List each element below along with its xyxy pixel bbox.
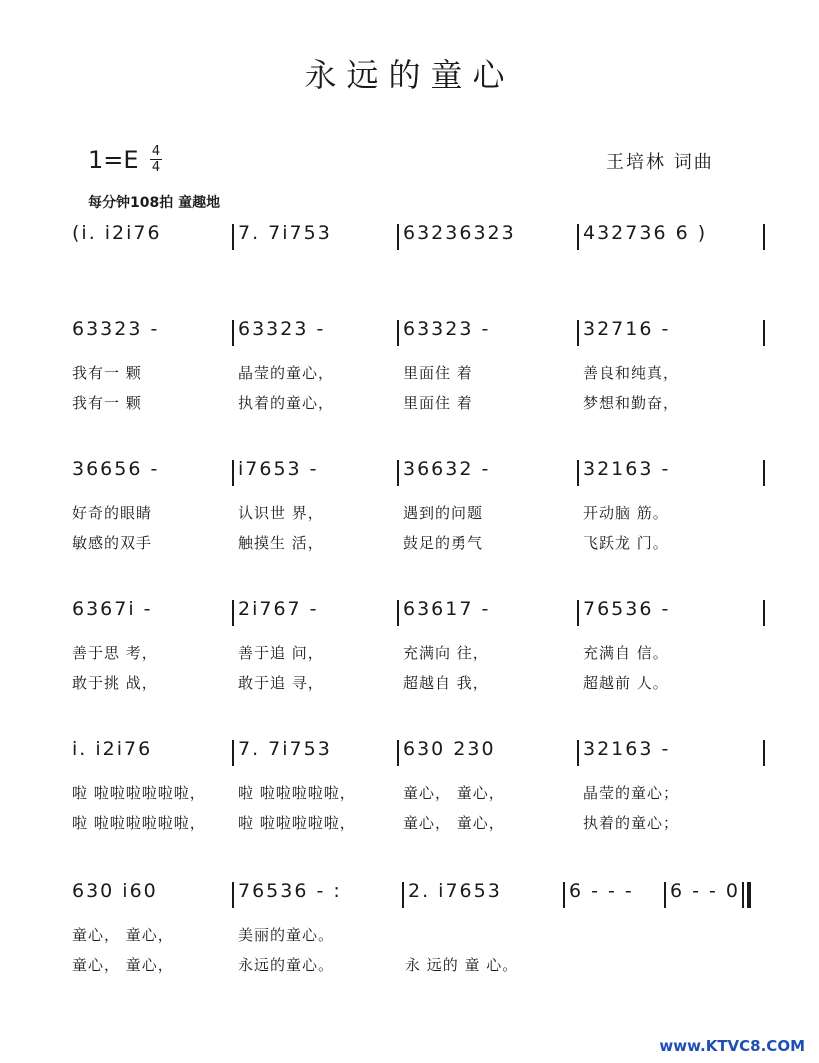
- lyric-line: 啦 啦啦啦啦啦，: [238, 784, 356, 802]
- lyric-line: 童心， 童心，: [403, 784, 505, 802]
- bar-line: [577, 460, 579, 486]
- lyric-line: 执着的童心；: [583, 814, 680, 832]
- bar-line: [763, 600, 765, 626]
- bar-line: [397, 320, 399, 346]
- measure-notes: 63617 -: [403, 598, 491, 620]
- final-bar-line: [747, 882, 751, 908]
- lyric-line: 充满向 往，: [403, 644, 489, 662]
- bar-line: [563, 882, 565, 908]
- lyric-line: 里面住 着: [403, 364, 473, 382]
- bar-line: [577, 600, 579, 626]
- bar-line: [232, 740, 234, 766]
- bar-line: [763, 224, 765, 250]
- measure-notes: 63323 -: [403, 318, 491, 340]
- bar-line: [232, 320, 234, 346]
- bar-line: [397, 740, 399, 766]
- measure-notes: 432736 6 ): [583, 222, 708, 244]
- measure-notes: 6 - - -: [569, 880, 634, 902]
- bar-line: [232, 224, 234, 250]
- lyric-line: 敏感的双手: [72, 534, 153, 552]
- bar-line: [397, 224, 399, 250]
- measure-notes: i7653 -: [238, 458, 319, 480]
- bar-line: [763, 460, 765, 486]
- measure-notes: 36656 -: [72, 458, 160, 480]
- lyric-line: 里面住 着: [403, 394, 473, 412]
- lyric-line: 执着的童心，: [238, 394, 335, 412]
- lyric-line: 晶莹的童心，: [238, 364, 335, 382]
- lyric-line: 善良和纯真，: [583, 364, 680, 382]
- measure-notes: 630 i60: [72, 880, 158, 902]
- lyric-line: 我有一 颗: [72, 364, 142, 382]
- measure-notes: 32163 -: [583, 738, 671, 760]
- bar-line: [397, 460, 399, 486]
- lyric-line: 童心， 童心，: [72, 926, 174, 944]
- measure-notes: 6 - - 0: [670, 880, 741, 902]
- bar-line: [577, 320, 579, 346]
- measure-notes: 2. i7653: [408, 880, 502, 902]
- bar-line: [397, 600, 399, 626]
- bar-line: [763, 740, 765, 766]
- measure-notes: 63323 -: [72, 318, 160, 340]
- bar-line: [232, 600, 234, 626]
- lyric-line: 童心， 童心，: [403, 814, 505, 832]
- lyric-line: 善于追 问，: [238, 644, 324, 662]
- measure-notes: 7. 7i753: [238, 738, 332, 760]
- lyric-line: 我有一 颗: [72, 394, 142, 412]
- lyric-line: 善于思 考，: [72, 644, 158, 662]
- measure-notes: 63323 -: [238, 318, 326, 340]
- measure-notes: 63236323: [403, 222, 516, 244]
- lyric-line: 啦 啦啦啦啦啦，: [238, 814, 356, 832]
- lyric-line: 永远的童心。: [238, 956, 335, 974]
- measure-notes: 6367i -: [72, 598, 153, 620]
- lyric-line: 超越自 我，: [403, 674, 489, 692]
- lyric-line: 触摸生 活，: [238, 534, 324, 552]
- lyric-line: 开动脑 筋。: [583, 504, 669, 522]
- measure-notes: 7. 7i753: [238, 222, 332, 244]
- lyric-line: 超越前 人。: [583, 674, 669, 692]
- bar-line: [763, 320, 765, 346]
- measure-notes: i. i2i76: [72, 738, 153, 760]
- key-signature: 1=E: [88, 146, 139, 174]
- tempo-marking: 每分钟108拍 童趣地: [88, 195, 221, 211]
- measure-notes: 76536 - :: [238, 880, 342, 902]
- lyric-line: 敢于挑 战，: [72, 674, 158, 692]
- measure-notes: 36632 -: [403, 458, 491, 480]
- bar-line: [664, 882, 666, 908]
- bar-line: [232, 460, 234, 486]
- lyric-line: 飞跃龙 门。: [583, 534, 669, 552]
- bar-line: [402, 882, 404, 908]
- measure-notes: 76536 -: [583, 598, 671, 620]
- measure-notes: 32163 -: [583, 458, 671, 480]
- song-title: 永远的童心: [304, 56, 515, 94]
- measure-notes: 32716 -: [583, 318, 671, 340]
- watermark: www.KTVC8.COM: [659, 1037, 805, 1055]
- bar-line: [232, 882, 234, 908]
- bar-line: [577, 740, 579, 766]
- time-signature-top: 4: [151, 144, 161, 159]
- lyric-line: 啦 啦啦啦啦啦啦，: [72, 784, 206, 802]
- lyric-line: 美丽的童心。: [238, 926, 335, 944]
- lyric-line: 童心， 童心，: [72, 956, 174, 974]
- bar-line: [742, 882, 744, 908]
- lyric-line: 敢于追 寻，: [238, 674, 324, 692]
- lyric-line: 充满自 信。: [583, 644, 669, 662]
- lyric-line: 啦 啦啦啦啦啦啦，: [72, 814, 206, 832]
- lyric-line: 永 远的 童 心。: [405, 956, 519, 974]
- measure-notes: 630 230: [403, 738, 496, 760]
- bar-line: [577, 224, 579, 250]
- lyric-line: 鼓足的勇气: [403, 534, 484, 552]
- time-signature: [148, 144, 164, 175]
- measure-notes: 2i767 -: [238, 598, 319, 620]
- measure-notes: (i. i2i76: [72, 222, 162, 244]
- time-signature-bottom: 4: [151, 160, 161, 175]
- author-credit: 王培林 词曲: [606, 152, 714, 173]
- lyric-line: 遇到的问题: [403, 504, 484, 522]
- lyric-line: 好奇的眼睛: [72, 504, 153, 522]
- lyric-line: 认识世 界，: [238, 504, 324, 522]
- lyric-line: 晶莹的童心；: [583, 784, 680, 802]
- lyric-line: 梦想和勤奋，: [583, 394, 680, 412]
